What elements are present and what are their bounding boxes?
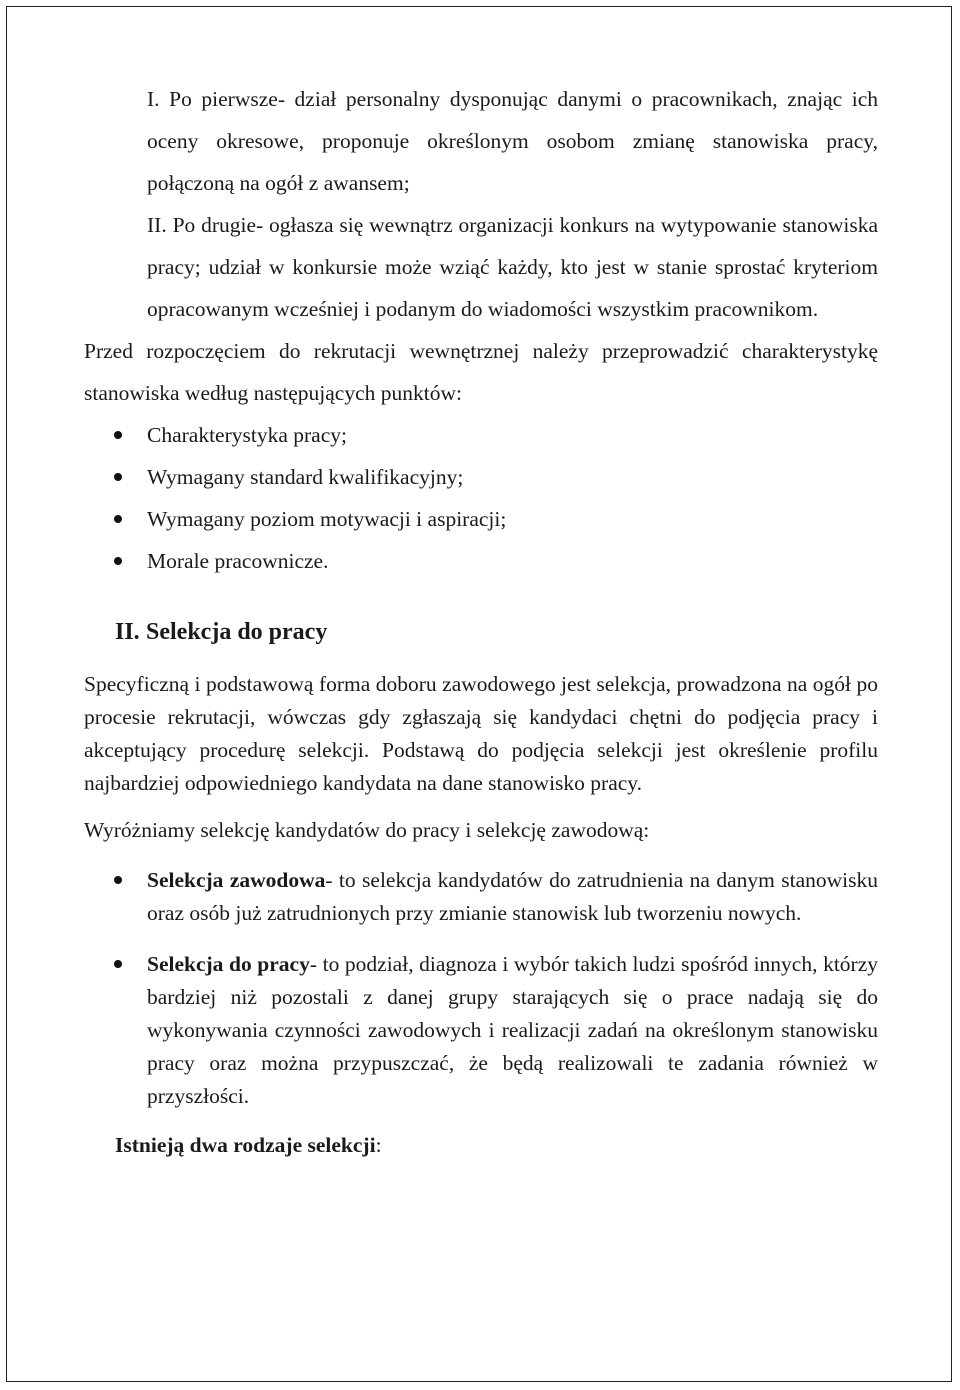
selection-paragraph: Specyficzną i podstawową forma doboru zawodowego jest selekcja, prowadzona na ogół po procesie rekrutacji, wówczas gdy zgłaszają się kandydaci chętni do podjęcia pracy i akceptujący procedurę selekcji. Podstawą do podjęcia selekcji jest określenie profilu najbardziej odpowiedniego kandydata na dane stanowisko pracy. [84,672,878,795]
closing-line [84,1129,878,1162]
section-title: Selekcja do pracy [146,619,328,645]
bullet-icon [114,960,122,968]
criteria-item [84,540,878,582]
criteria-item-text: Wymagany standard kwalifikacyjny; [147,465,464,489]
definition-item [84,864,878,930]
closing-tail: : [375,1133,382,1157]
distinction-line: Wyróżniamy selekcję kandydatów do pracy i selekcję zawodową: [84,818,650,842]
definition-text: - to selekcja kandydatów do zatrudnienia na danym stanowisku oraz osób już zatrudnionych przy zmianie stanowisk lub tworzeniu nowych. [147,868,878,925]
bullet-icon [114,557,122,565]
closing-bold: Istnieją dwa rodzaje selekcji [115,1133,376,1157]
definition-item [84,948,878,1113]
numbered-item-2-label: II. [147,213,167,237]
intro-paragraph: Przed rozpoczęciem do rekrutacji wewnętrznej należy przeprowadzić charakterystykę stanowiska według następujących punktów: [84,339,878,405]
definition-term: Selekcja zawodowa [147,868,326,892]
criteria-item-text: Charakterystyka pracy; [147,423,347,447]
bullet-icon [114,876,122,884]
numbered-item-1-label: I. [147,87,160,111]
criteria-item [84,456,878,498]
section-number: II. [115,619,140,645]
criteria-list [84,414,878,582]
definitions-list [84,864,878,1113]
bullet-icon [114,515,122,523]
numbered-item-2-text: Po drugie- ogłasza się wewnątrz organizacji konkurs na wytypowanie stanowiska pracy; udział w konkursie może wziąć każdy, kto jest w stanie sprostać kryteriom opracowanym wcześniej i podanym do wiadomości wszystkim pracownikom. [147,213,878,321]
document-content [84,78,878,1162]
numbered-item-1-text: Po pierwsze- dział personalny dysponując danymi o pracownikach, znając ich oceny okresowe, proponuje określonym osobom zmianę stanowiska pracy, połączoną na ogół z awansem; [147,87,878,195]
definition-term: Selekcja do pracy [147,952,310,976]
bullet-icon [114,431,122,439]
numbered-item-2 [84,204,878,330]
section-heading [84,610,878,654]
criteria-item [84,498,878,540]
definition-text: - to podział, diagnoza i wybór takich ludzi spośród innych, którzy bardziej niż pozostali z danej grupy starających się o prace nadają się do wykonywania czynności zawodowych i realizacji zadań na określonym stanowisku pracy oraz można przypuszczać, że będą realizowali te zadania również w przyszłości. [147,952,878,1108]
criteria-item [84,414,878,456]
criteria-item-text: Morale pracownicze. [147,549,329,573]
numbered-item-1 [84,78,878,204]
criteria-item-text: Wymagany poziom motywacji i aspiracji; [147,507,507,531]
bullet-icon [114,473,122,481]
